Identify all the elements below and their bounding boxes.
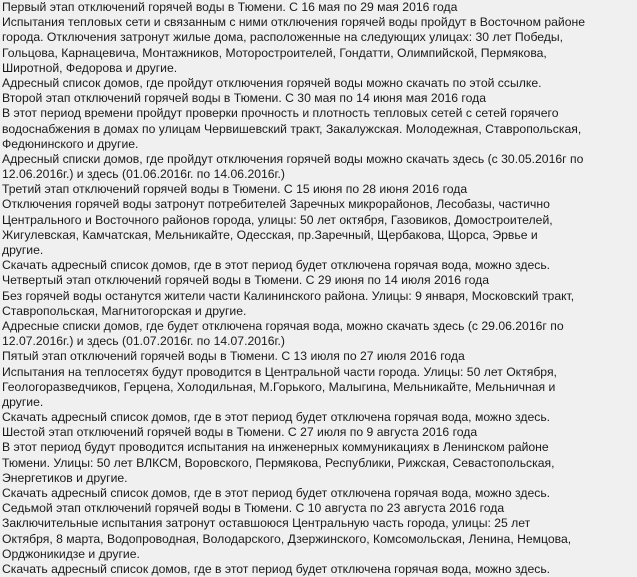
body-text-line: Испытания тепловых сети и связанным с ними отключения горячей воды пройдут в Восточном районе [2,15,585,30]
stage-heading: Первый этап отключений горячей воды в Тюмени. С 16 мая по 29 мая 2016 года [2,0,458,14]
body-text-line: Центрального и Восточного районов города, улицы: 50 лет октября, Газовиков, Домостроителей, [2,212,553,227]
body-text-line: Испытания на теплосетях будут проводится в Центральной части города. Улицы: 50 лет Октября, [2,364,557,379]
body-text-line: Заключительные испытания затронут оставшоюся Центральную часть города, улицы: 25 лет [2,516,531,531]
stage-heading: Второй этап отключений горячей воды в Тюмени. С 30 мая по 14 июня мая 2016 года [2,91,486,106]
body-text-line: Без горячей воды останутся жители части Калининского района. Улицы: 9 января, Московский тракт, [2,288,575,303]
stage-heading: Пятый этап отключений горячей воды в Тюмени. С 13 июля по 27 июля 2016 года [2,349,465,364]
download-link-line[interactable]: Скачать адресный список домов, где в этот период будет отключена горячая вода, можно здесь. [2,486,551,500]
body-text-line: Ставропольская, Магнитогорская и другие. [2,303,247,318]
body-text-line: водоснабжения в домах по улицам Червишевский тракт, Закалужская. Молодежная, Ставропольская, [2,121,582,136]
body-text-line: Широтной, Федорова и другие. [2,60,178,75]
body-text-line: Гольцова, Карнацевича, Монтажников, Моторостроителей, Гондатти, Олимпийской, Пермякова, [2,45,547,60]
body-text-line: другие. [2,394,44,409]
body-text-line: Отключения горячей воды затронут потребителей Заречных микрорайонов, Лесобазы, частично [2,197,550,212]
body-text-line: другие. [2,243,44,257]
stage-heading: Седьмой этап отключений горячей воды в Тюмени. С 10 августа по 23 августа 2016 года [2,501,505,516]
stage-heading: Четвертый этап отключений горячей воды в Тюмени. С 29 июня по 14 июля 2016 года [2,273,490,288]
body-text-line: Федюнинского и другие. [2,136,139,151]
download-link-line[interactable]: 12.06.2016г.) и здесь (01.06.2016г. по 14.06.2016г.) [2,167,285,182]
download-link-line[interactable]: Адресный списки домов, где пройдут отключения горячей воды можно скачать здесь (с 30.05.2016г по [2,151,584,166]
download-link-line[interactable]: Адресный список домов, где пройдут отключения горячей воды можно скачать по этой ссылке. [2,75,542,90]
body-text-line: В этот период будут проводится испытания на инженерных коммуникациях в Ленинском районе [2,440,549,455]
body-text-line: В этот период времени пройдут проверки прочность и плотность тепловых сетей с сетей горячего [2,106,559,121]
body-text-line: Жигулевская, Камчатская, Мельникайте, Одесская, пр.Заречный, Щербакова, Щорса, Эрвье и [2,227,538,242]
download-link-line[interactable]: Адресные списки домов, где будет отключена горячая вода, можно скачать здесь (с 29.06.2016г по [2,318,564,333]
body-text-line: Орджоникидзе и другие. [2,546,140,561]
body-text-line: города. Отключения затронут жилые дома, расположенные на следующих улицах: 30 лет Победы, [2,30,564,45]
body-text-line: Октября, 8 марта, Водопроводная, Володарского, Дзержинского, Комсомольская, Ленина, Немцова, [2,531,572,546]
stage-heading: Шестой этап отключений горячей воды в Тюмени. С 27 июля по 9 августа 2016 года [2,425,478,440]
body-text-line: Геологоразведчиков, Герцена, Холодильная, М.Горького, Малыгина, Мельникайте, Мельничная и [2,379,556,394]
download-link-line[interactable]: Скачать адресный список домов, где в этот период будет отключена горячая вода, можно здесь. [2,561,551,576]
download-link-line[interactable]: Скачать адресный список домов, где в этот период будет отключена горячая вода, можно здесь. [2,410,551,425]
stage-heading: Третий этап отключений горячей воды в Тюмени. С 15 июня по 28 июня 2016 года [2,182,468,197]
body-text-line: Тюмени. Улицы: 50 лет ВЛКСМ, Воровского, Пермякова, Республики, Рижская, Севастопольская, [2,455,555,470]
body-text-line: Энергетиков и другие. [2,470,128,485]
download-link-line[interactable]: Скачать адресный список домов, где в этот период будет отключена горячая вода, можно здесь. [2,258,551,273]
download-link-line[interactable]: 12.07.2016г.) и здесь (01.07.2016г. по 14.07.2016г.) [2,334,285,349]
